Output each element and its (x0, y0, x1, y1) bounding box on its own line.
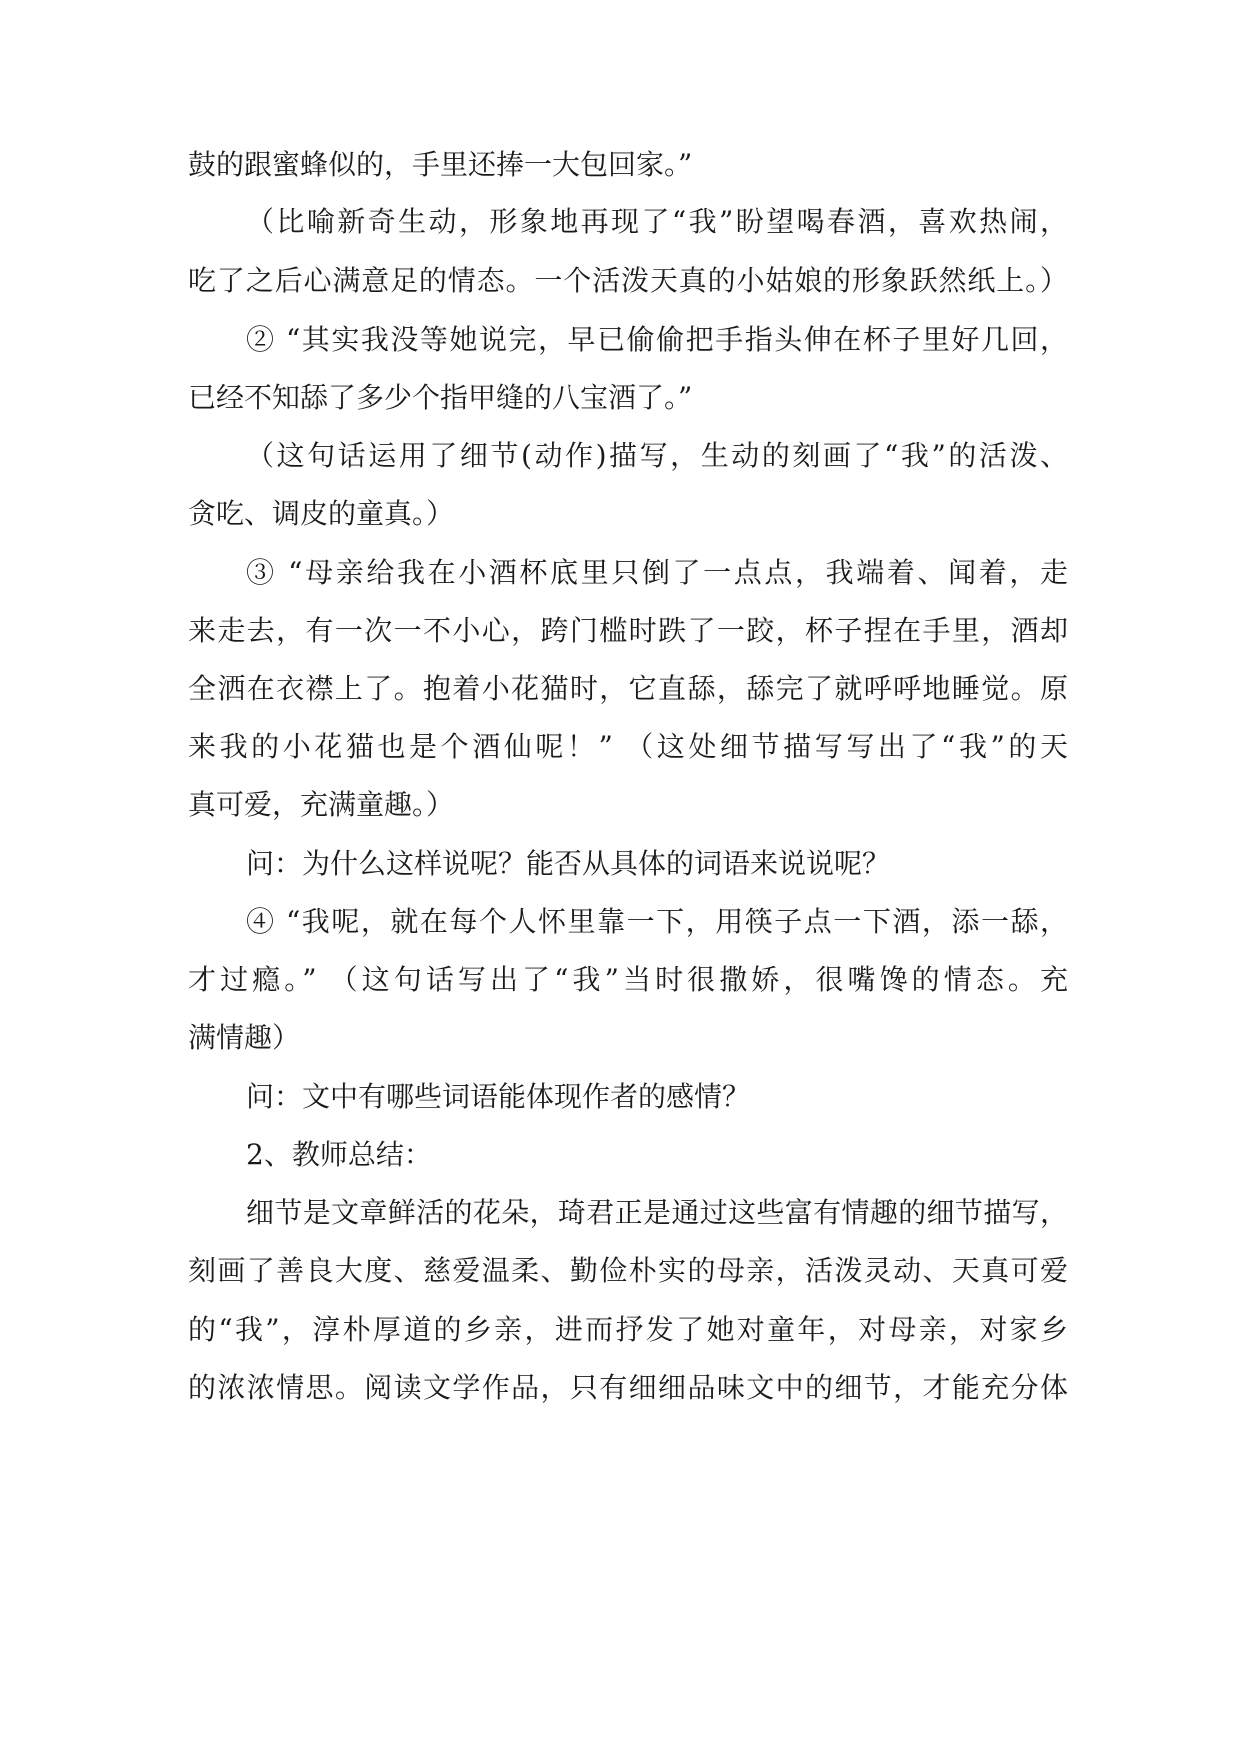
text-line: （这句话运用了细节(动作)描写，生动的刻画了“我”的活泼、 (246, 439, 1068, 472)
text-line: 满情趣） (188, 1021, 301, 1054)
text-line: 已经不知舔了多少个指甲缝的八宝酒了。” (188, 381, 693, 414)
text-line: 鼓的跟蜜蜂似的，手里还捧一大包回家。” (188, 148, 693, 181)
text-line: 的浓浓情思。阅读文学作品，只有细细品味文中的细节，才能充分体 (188, 1371, 1068, 1404)
text-line: 的“我”，淳朴厚道的乡亲，进而抒发了她对童年，对母亲，对家乡 (188, 1313, 1068, 1346)
text-line: ② “其实我没等她说完，早已偷偷把手指头伸在杯子里好几回， (246, 323, 1068, 356)
text-line: 真可爱，充满童趣。） (188, 788, 455, 821)
text-line: 贪吃、调皮的童真。） (188, 497, 455, 530)
text-line: 全洒在衣襟上了。抱着小花猫时，它直舔，舔完了就呼呼地睡觉。原 (188, 672, 1068, 705)
text-line: ④ “我呢，就在每个人怀里靠一下，用筷子点一下酒，添一舔， (246, 905, 1068, 938)
text-line: 来走去，有一次一不小心，跨门槛时跌了一跤，杯子捏在手里，酒却 (188, 614, 1068, 647)
text-line: 吃了之后心满意足的情态。一个活泼天真的小姑娘的形象跃然纸上。） (188, 264, 1068, 297)
text-line: 才过瘾。” （这句话写出了“我”当时很撒娇，很嘴馋的情态。充 (188, 963, 1068, 996)
text-line: 来我的小花猫也是个酒仙呢！” （这处细节描写写出了“我”的天 (188, 730, 1068, 763)
text-line: 问：文中有哪些词语能体现作者的感情？ (246, 1080, 751, 1113)
text-line: 刻画了善良大度、慈爱温柔、勤俭朴实的母亲，活泼灵动、天真可爱 (188, 1254, 1068, 1287)
text-line: 细节是文章鲜活的花朵，琦君正是通过这些富有情趣的细节描写， (246, 1196, 1068, 1229)
text-line: （比喻新奇生动，形象地再现了“我”盼望喝春酒，喜欢热闹， (246, 205, 1068, 238)
text-line: 2、教师总结： (246, 1138, 432, 1171)
text-line: ③ “母亲给我在小酒杯底里只倒了一点点，我端着、闻着，走 (246, 556, 1068, 589)
text-line: 问：为什么这样说呢？能否从具体的词语来说说呢？ (246, 847, 891, 880)
